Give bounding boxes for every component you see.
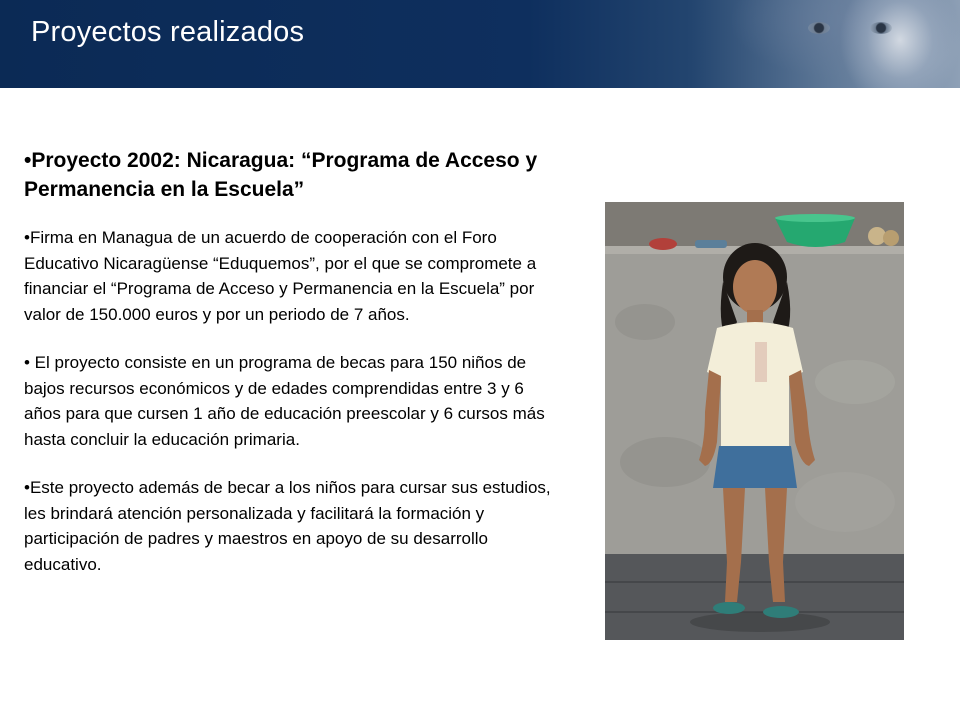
paragraph-agreement: •Firma en Managua de un acuerdo de cooperación con el Foro Educativo Nicaragüense “Eduquemos”, por el que se compromete a financiar el “Programa de Acceso y Permanencia en la Escuela” por valor de 150.000 euros y por un periodo de 7 años. bbox=[24, 228, 537, 324]
header-child-photo bbox=[700, 0, 960, 88]
header-banner bbox=[0, 0, 960, 88]
child-photo-illustration bbox=[605, 202, 904, 640]
header-photo-eye-right bbox=[870, 22, 892, 34]
paragraph-scholarships: • El proyecto consiste en un programa de becas para 150 niños de bajos recursos económicos y de edades comprendidas entre 3 y 6 años para que cursen 1 año de educación preescolar y 6 cursos más hasta concluir la educación primaria. bbox=[24, 353, 545, 449]
project-heading: •Proyecto 2002: Nicaragua: “Programa de Acceso y Permanencia en la Escuela” bbox=[24, 149, 538, 201]
page-title: Proyectos realizados bbox=[31, 16, 305, 48]
paragraph-support: •Este proyecto además de becar a los niños para cursar sus estudios, les brindará atención personalizada y facilitará la formación y participación de padres y maestros en apoyo de su desarrollo educativo. bbox=[24, 478, 551, 574]
header-photo-eye-left bbox=[808, 22, 830, 34]
child-photo bbox=[605, 202, 904, 640]
project-description bbox=[24, 146, 564, 600]
